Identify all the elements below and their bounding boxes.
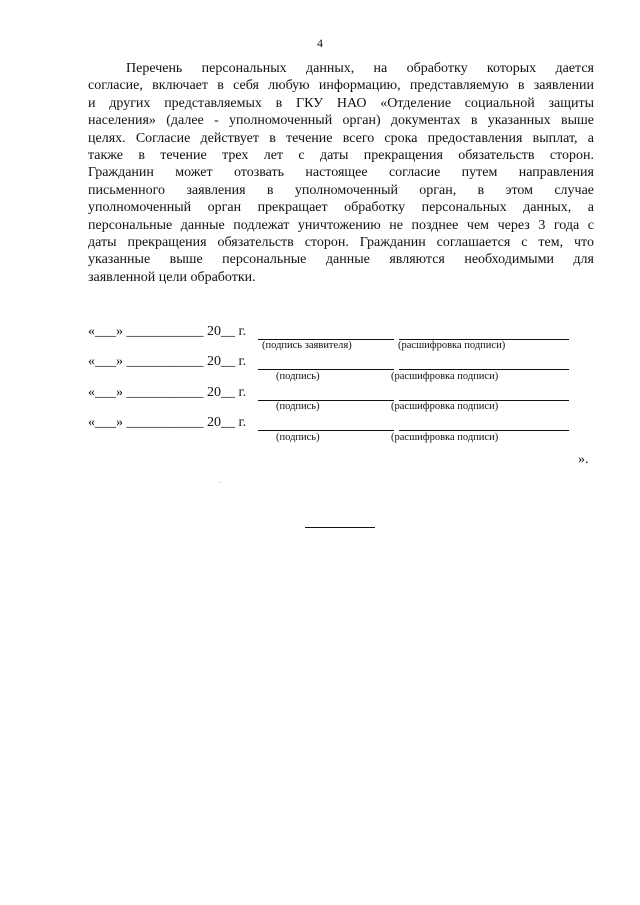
paragraph-line: населения» (далее - уполномоченный орган) документах в указанных выше [88,113,594,129]
date-field[interactable]: «___» ___________ 20__ г. [88,324,247,339]
signature-caption: (подпись) [276,401,320,412]
paragraph-line: Гражданин может отозвать настоящее согласие путем направления [88,165,594,181]
paragraph-line: письменного заявления в уполномоченный орган, в этом случае [88,182,594,198]
paragraph-line: указанные выше персональные данные являются необходимыми для [88,252,594,268]
signature-decode-line[interactable] [399,368,569,370]
end-of-document-rule [305,527,375,528]
signature-row [88,322,578,342]
decode-caption: (расшифровка подписи) [391,371,499,382]
consent-paragraph [88,60,594,286]
signature-caption: (подпись) [276,371,320,382]
signature-row [88,352,578,372]
signature-decode-line[interactable] [399,429,569,431]
decode-caption: (расшифровка подписи) [391,432,499,443]
paragraph-line: Перечень персональных данных, на обработку которых дается [126,61,594,76]
paragraph-line: согласие, включает в себя любую информацию, представляемую в заявлении [88,78,594,94]
decode-caption: (расшифровка подписи) [391,401,499,412]
signature-row [88,383,578,403]
decode-caption: (расшифровка подписи) [398,340,506,351]
paragraph-line: даты прекращения обязательств сторон. Гражданин соглашается с тем, что [88,235,594,251]
closing-quote: ». [578,452,589,467]
paragraph-line: уполномоченный орган прекращает обработку персональных данных, а [88,200,594,216]
scan-speck [220,482,221,483]
page-number: 4 [317,36,323,50]
paragraph-line: также в течение трех лет с даты прекращения обязательств сторон. [88,148,594,164]
signature-caption: (подпись) [276,432,320,443]
paragraph-line: заявленной цели обработки. [88,269,256,285]
signature-row [88,413,578,433]
signature-caption: (подпись заявителя) [262,340,352,351]
paragraph-line: целях. Согласие действует в течение всего срока предоставления выплат, а [88,130,594,146]
date-field[interactable]: «___» ___________ 20__ г. [88,354,247,369]
signature-line[interactable] [258,429,394,431]
date-field[interactable]: «___» ___________ 20__ г. [88,385,247,400]
paragraph-line: персональные данные подлежат уничтожению не позднее чем через 3 года с [88,217,594,233]
paragraph-line: и других представляемых в ГКУ НАО «Отделение социальной защиты [88,95,594,111]
date-field[interactable]: «___» ___________ 20__ г. [88,415,247,430]
signature-line[interactable] [258,368,394,370]
